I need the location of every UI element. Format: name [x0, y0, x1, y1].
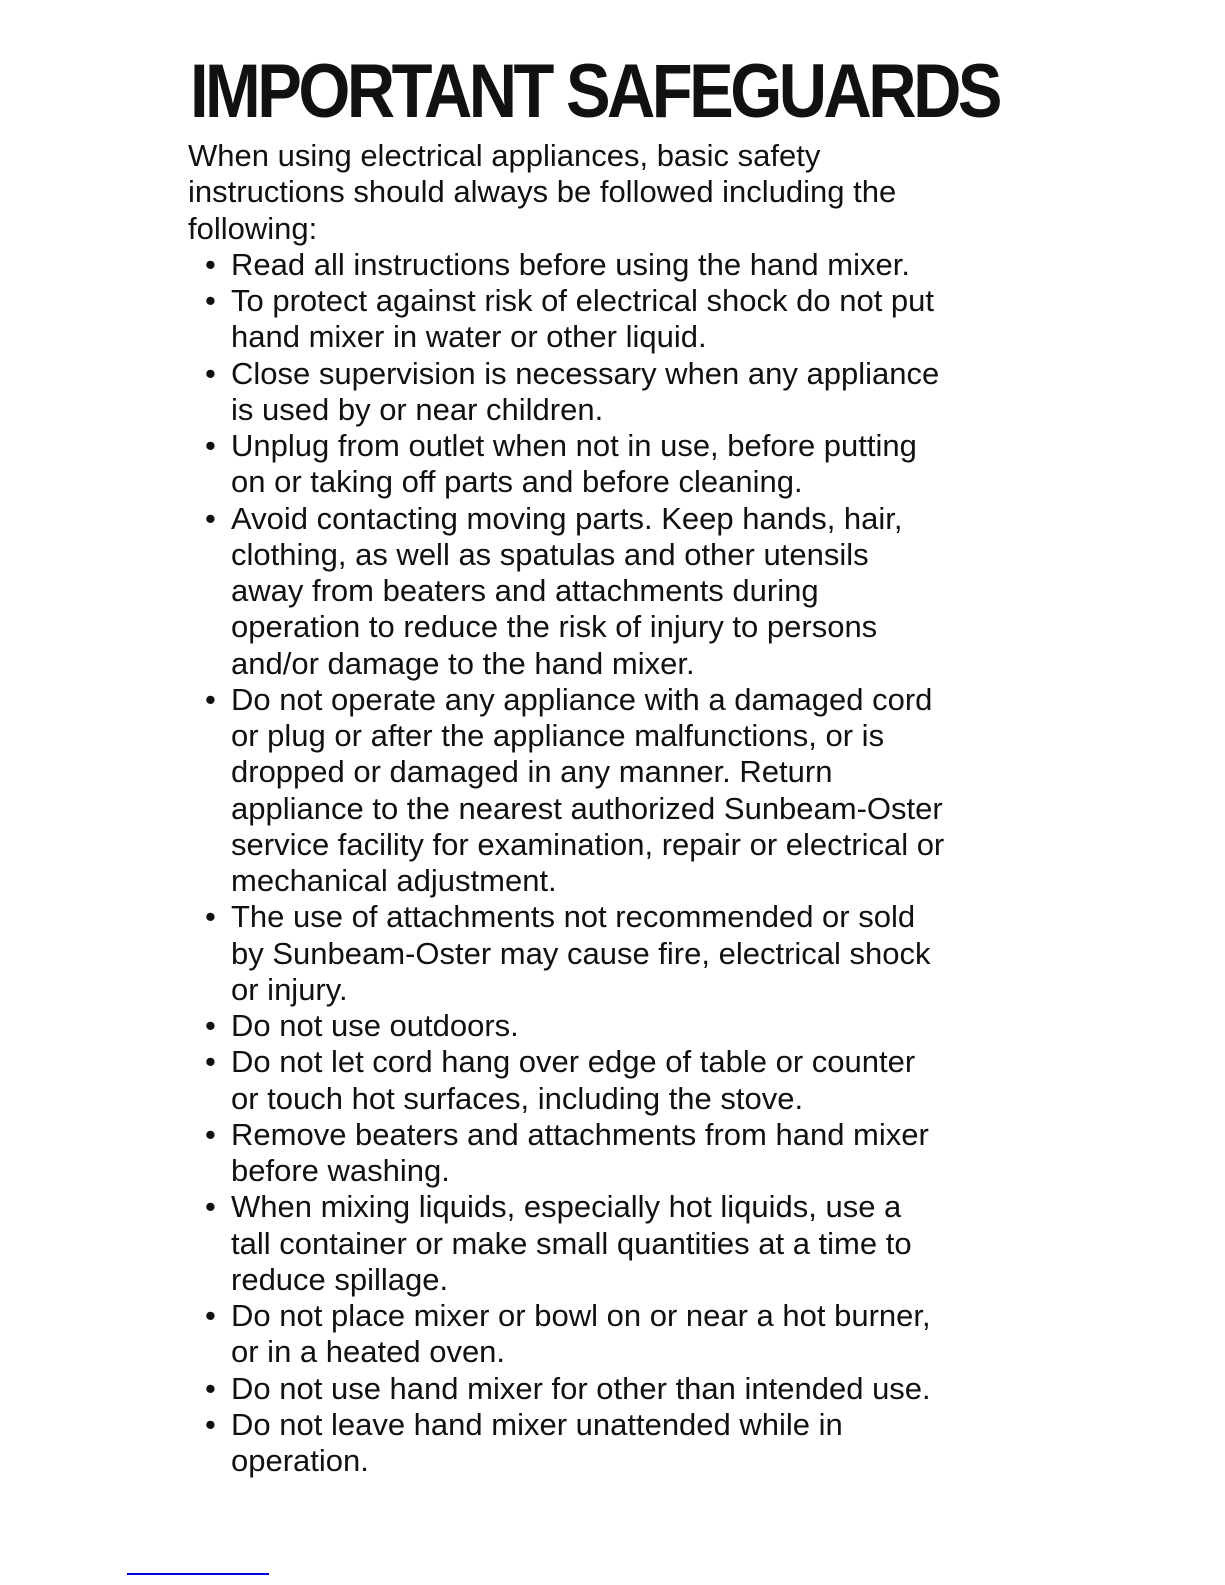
safeguard-line: Unplug from outlet when not in use, before putting — [231, 428, 917, 463]
safeguard-item — [188, 356, 944, 429]
safeguard-line: When mixing liquids, especially hot liquids, use a — [231, 1189, 902, 1225]
safeguard-line: Close supervision is necessary when any appliance — [231, 355, 940, 391]
bullet-icon: • — [205, 1008, 216, 1043]
safeguard-line: is used by or near children. — [231, 391, 604, 427]
blue-underline-rule — [127, 1573, 269, 1575]
safeguard-item — [188, 1008, 944, 1044]
safeguard-item — [188, 1117, 944, 1190]
safeguard-line: Do not operate any appliance with a damaged cord — [231, 681, 933, 717]
bullet-icon: • — [205, 355, 216, 391]
bullet-icon: • — [205, 681, 216, 717]
safeguard-item — [188, 1189, 944, 1298]
safeguard-line: reduce spillage. — [231, 1261, 449, 1297]
safeguard-line: operation to reduce the risk of injury to persons — [231, 609, 878, 645]
intro-line: instructions should always be followed including the — [188, 174, 897, 210]
safeguard-line: on or taking off parts and before cleaning. — [231, 464, 803, 500]
safeguard-item — [188, 1407, 944, 1480]
safeguard-line: clothing, as well as spatulas and other utensils — [231, 536, 869, 572]
bullet-icon: • — [205, 1044, 216, 1080]
bullet-icon: • — [205, 1116, 216, 1152]
safeguard-line: Do not leave hand mixer unattended while in — [231, 1406, 843, 1442]
safeguard-line: Do not use outdoors. — [231, 1008, 519, 1043]
safeguard-line: or touch hot surfaces, including the stove. — [231, 1080, 804, 1116]
safeguard-line: by Sunbeam-Oster may cause fire, electrical shock — [231, 935, 931, 971]
bullet-icon: • — [205, 1298, 216, 1333]
bullet-icon: • — [205, 428, 216, 463]
intro-line: following: — [188, 210, 318, 246]
safeguards-body — [188, 138, 944, 1479]
safeguard-item — [188, 501, 944, 682]
safeguards-list — [188, 247, 944, 1480]
safeguard-line: operation. — [231, 1443, 369, 1478]
safeguard-line: or injury. — [231, 971, 348, 1007]
safeguard-line: Avoid contacting moving parts. Keep hands, hair, — [231, 500, 903, 536]
safeguard-line: dropped or damaged in any manner. Return — [231, 754, 833, 790]
bullet-icon: • — [205, 1406, 216, 1442]
bullet-icon: • — [205, 500, 216, 536]
bullet-icon: • — [205, 283, 216, 318]
safeguard-item — [188, 428, 944, 501]
safeguard-line: before washing. — [231, 1153, 450, 1188]
safeguard-line: To protect against risk of electrical shock do not put — [231, 283, 935, 318]
safeguard-item — [188, 1044, 944, 1117]
safeguard-line: Do not let cord hang over edge of table or counter — [231, 1044, 916, 1080]
safeguard-line: and/or damage to the hand mixer. — [231, 645, 695, 681]
bullet-icon: • — [205, 1370, 216, 1406]
intro-line: When using electrical appliances, basic safety — [188, 138, 821, 173]
safeguard-line: tall container or make small quantities at a time to — [231, 1225, 912, 1261]
bullet-icon: • — [205, 246, 216, 282]
safeguard-line: away from beaters and attachments during — [231, 573, 819, 608]
safeguard-item — [188, 899, 944, 1008]
safeguard-line: Do not use hand mixer for other than intended use. — [231, 1370, 931, 1406]
safeguard-line: hand mixer in water or other liquid. — [231, 319, 707, 355]
safeguard-line: mechanical adjustment. — [231, 863, 557, 898]
intro-paragraph — [188, 138, 944, 247]
safeguard-item — [188, 247, 944, 283]
safeguard-item — [188, 1371, 944, 1407]
safeguard-item — [188, 1298, 944, 1371]
safeguard-line: The use of attachments not recommended or sold — [231, 899, 916, 935]
safeguard-item — [188, 682, 944, 900]
safeguard-line: service facility for examination, repair or electrical or — [231, 826, 945, 862]
bullet-icon: • — [205, 899, 216, 935]
safeguard-line: or plug or after the appliance malfunctions, or is — [231, 718, 885, 753]
safeguard-line: Do not place mixer or bowl on or near a hot burner, — [231, 1298, 931, 1333]
safeguard-item — [188, 283, 944, 356]
page-title: IMPORTANT SAFEGUARDS — [190, 49, 999, 134]
safeguard-line: Remove beaters and attachments from hand mixer — [231, 1116, 929, 1152]
safeguard-line: appliance to the nearest authorized Sunbeam-Oster — [231, 790, 943, 826]
bullet-icon: • — [205, 1189, 216, 1225]
safeguard-line: or in a heated oven. — [231, 1334, 506, 1370]
safeguard-line: Read all instructions before using the hand mixer. — [231, 246, 910, 282]
